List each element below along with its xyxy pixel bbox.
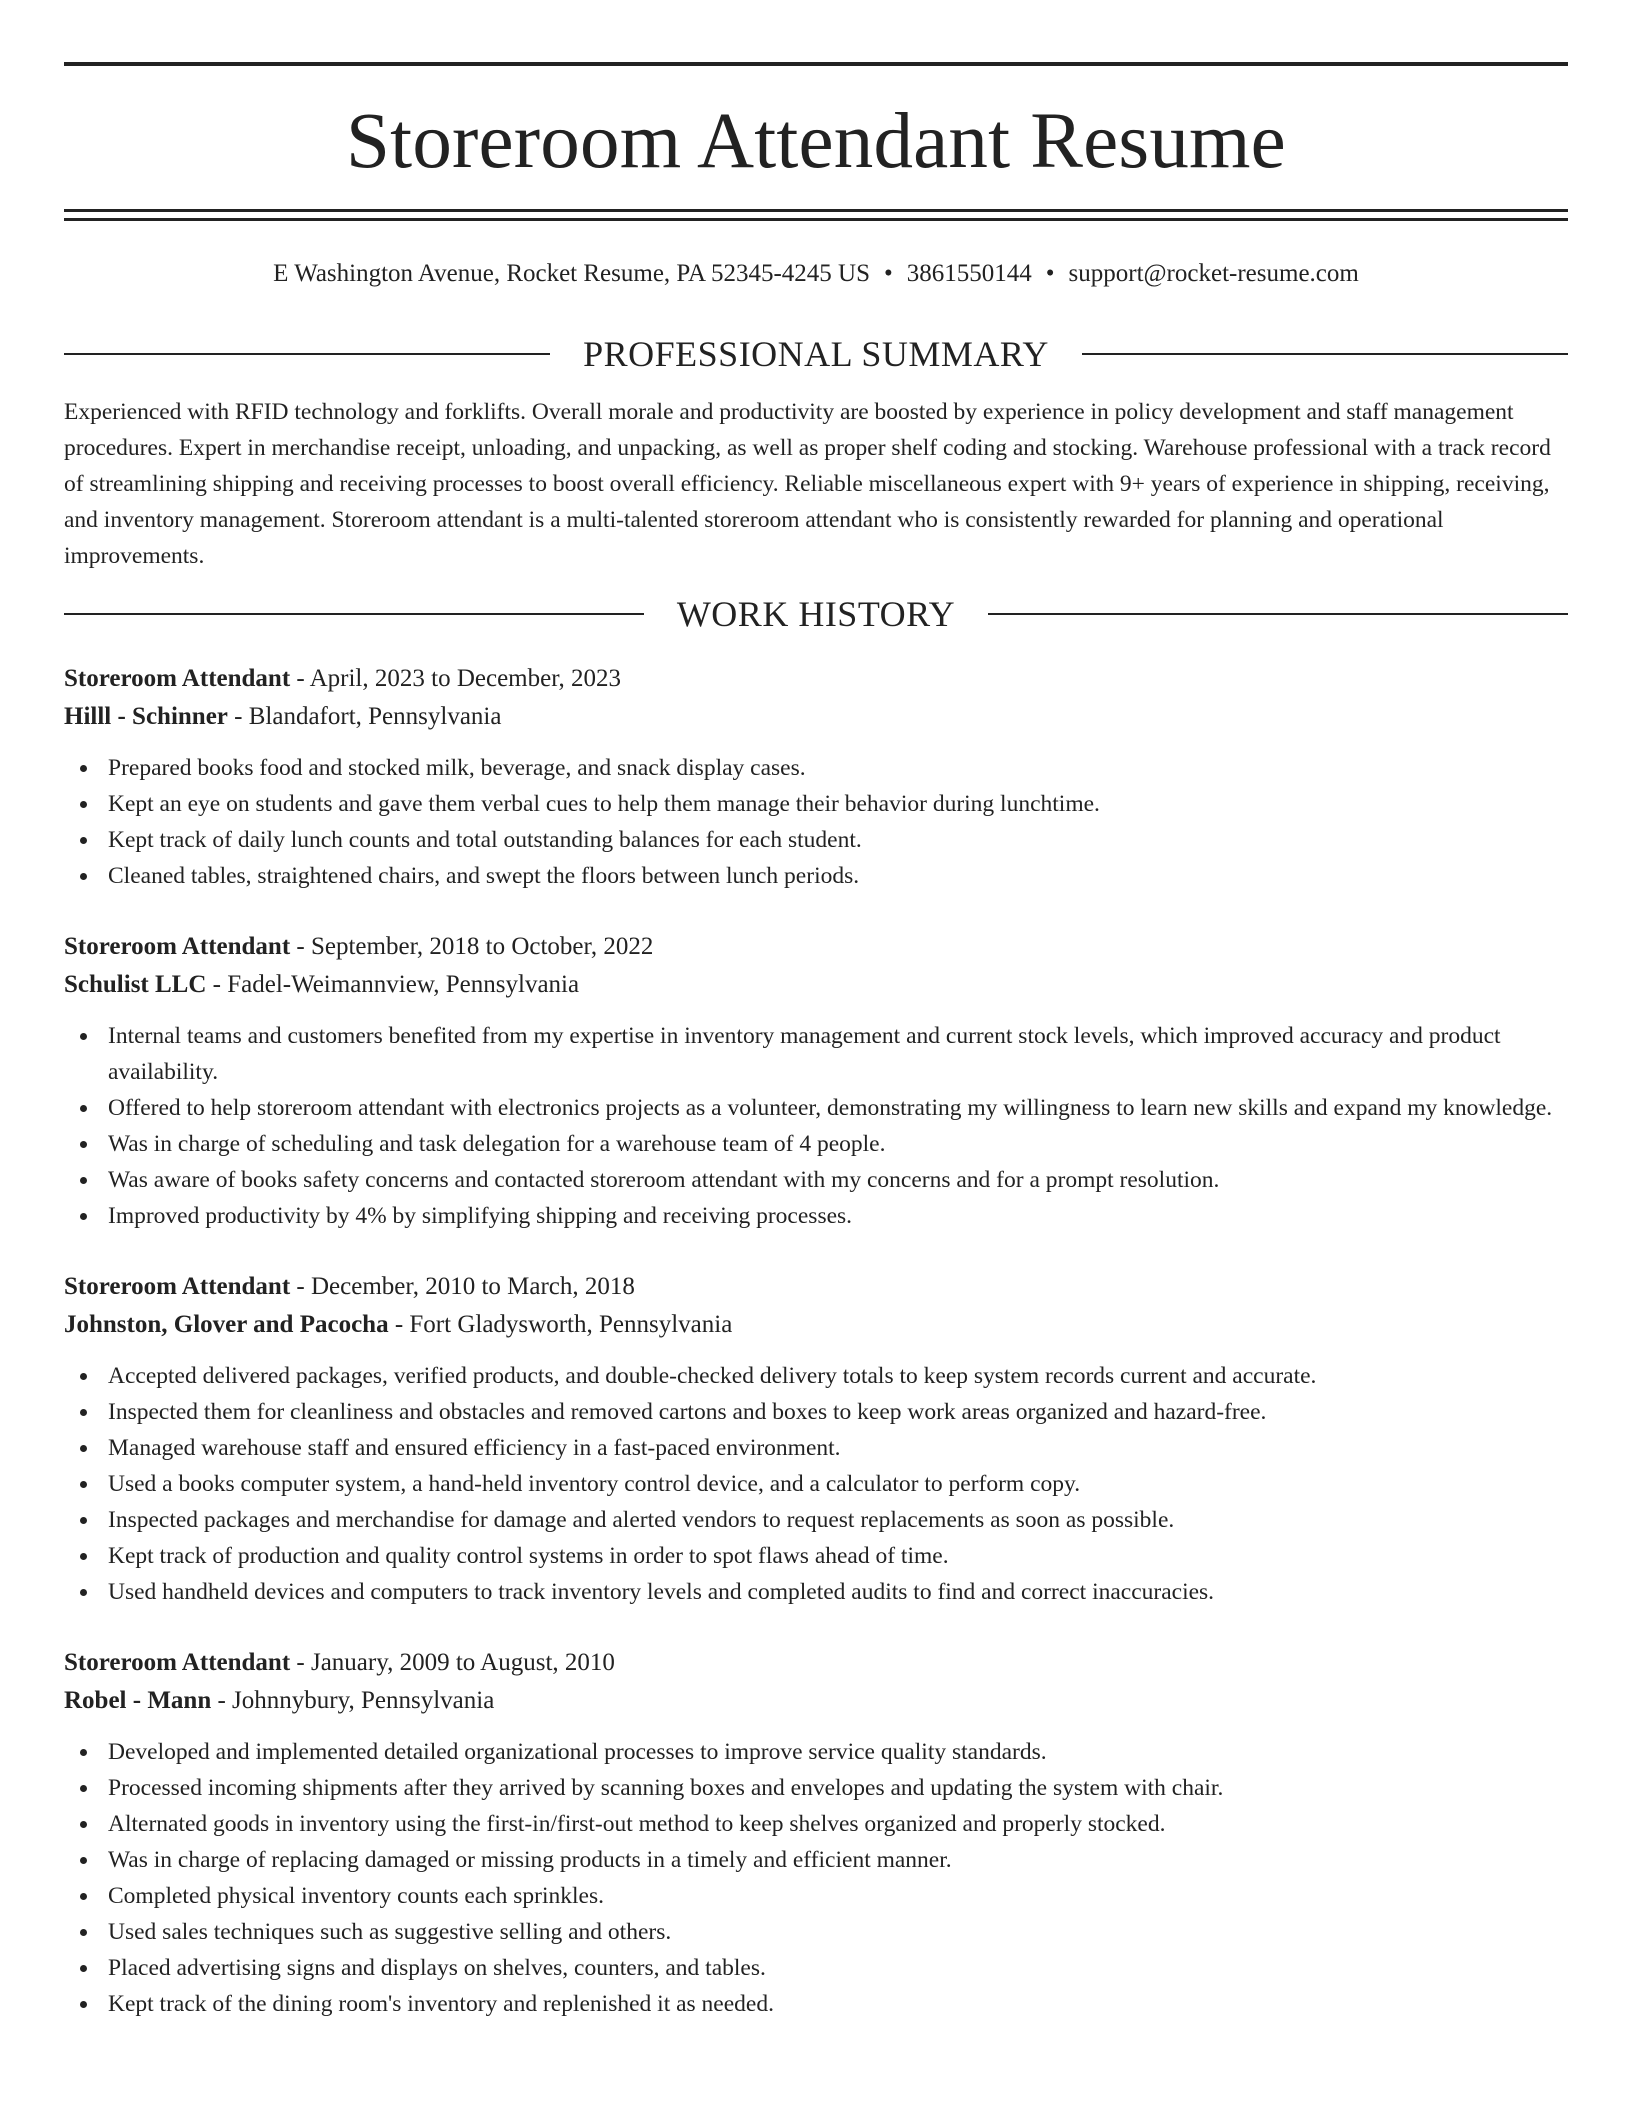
job-bullet: Managed warehouse staff and ensured efficiency in a fast-paced environment. [64,1430,1568,1466]
job-title: Storeroom Attendant [64,1649,291,1676]
job-bullet: Accepted delivered packages, verified products, and double-checked delivery totals to keep system records current and accurate. [64,1358,1568,1394]
job-bullet: Internal teams and customers benefited from my expertise in inventory management and current stock levels, which improved accuracy and product availability. [64,1018,1568,1090]
job-bullet: Kept track of production and quality control systems in order to spot flaws ahead of time. [64,1538,1568,1574]
job-location: - Fadel-Weimannview, Pennsylvania [206,971,580,998]
job-title: Storeroom Attendant [64,933,291,960]
job-location: - Blandafort, Pennsylvania [227,703,502,730]
job-company: Hilll - Schinner [64,703,228,730]
job-bullet: Inspected packages and merchandise for damage and alerted vendors to request replacements as soon as possible. [64,1502,1568,1538]
contact-separator: • [1045,260,1055,287]
contact-line [64,261,1568,286]
job-title: Storeroom Attendant [64,665,291,692]
job-bullet: Cleaned tables, straightened chairs, and swept the floors between lunch periods. [64,858,1568,894]
title-double-rule [64,209,1568,221]
job-dates: - September, 2018 to October, 2022 [290,933,654,960]
job-company: Schulist LLC [64,971,207,998]
job-bullet: Used handheld devices and computers to track inventory levels and completed audits to find and correct inaccuracies. [64,1574,1568,1610]
job-bullet: Kept track of daily lunch counts and total outstanding balances for each student. [64,822,1568,858]
job-title-line [64,660,1568,698]
summary-heading [64,336,1568,372]
job-company: Johnston, Glover and Pacocha [64,1311,389,1338]
job-bullet: Prepared books food and stocked milk, beverage, and snack display cases. [64,750,1568,786]
summary-heading-label: PROFESSIONAL SUMMARY [583,334,1049,374]
job-bullet-list [64,750,1568,894]
job-entry [64,1644,1568,2022]
job-bullet: Alternated goods in inventory using the first-in/first-out method to keep shelves organized and properly stocked. [64,1806,1568,1842]
job-company-line [64,1682,1568,1720]
resume-title: Storeroom Attendant Resume [346,98,1286,185]
job-entry [64,1268,1568,1610]
work-history-heading-label: WORK HISTORY [676,594,956,634]
job-bullet-list [64,1358,1568,1610]
contact-email[interactable]: support@rocket-resume.com [1068,260,1359,287]
contact-phone[interactable]: 3861550144 [906,260,1032,287]
job-title: Storeroom Attendant [64,1273,291,1300]
job-title-line [64,928,1568,966]
job-company-line [64,698,1568,736]
heading-rule-left [64,613,644,615]
job-bullet: Offered to help storeroom attendant with electronics projects as a volunteer, demonstrating my willingness to learn new skills and expand my knowledge. [64,1090,1568,1126]
job-entry [64,660,1568,894]
job-bullet: Developed and implemented detailed organizational processes to improve service quality standards. [64,1734,1568,1770]
job-bullet: Was in charge of scheduling and task delegation for a warehouse team of 4 people. [64,1126,1568,1162]
top-rule [64,62,1568,66]
contact-separator: • [884,260,893,287]
job-bullet: Processed incoming shipments after they arrived by scanning boxes and envelopes and updating the system with chair. [64,1770,1568,1806]
contact-address: E Washington Avenue, Rocket Resume, PA 52345-4245 US [273,260,870,287]
work-history-heading [64,596,1568,632]
job-title-line [64,1644,1568,1682]
job-dates: - December, 2010 to March, 2018 [290,1273,635,1300]
job-location: - Johnnybury, Pennsylvania [211,1687,495,1714]
job-bullet: Kept track of the dining room's inventory and replenished it as needed. [64,1986,1568,2022]
job-dates: - January, 2009 to August, 2010 [290,1649,615,1676]
job-bullet: Was aware of books safety concerns and contacted storeroom attendant with my concerns and for a prompt resolution. [64,1162,1568,1198]
job-bullet: Kept an eye on students and gave them verbal cues to help them manage their behavior during lunchtime. [64,786,1568,822]
summary-text: Experienced with RFID technology and forklifts. Overall morale and productivity are boosted by experience in policy development and staff management procedures. Expert in merchandise receipt, unloading, and unpacking, as well as proper shelf coding and stocking. Warehouse professional with a track record of streamlining shipping and receiving processes to boost overall efficiency. Reliable miscellaneous expert with 9+ years of experience in shipping, receiving, and inventory management. Storeroom attendant is a multi-talented storeroom attendant who is consistently rewarded for planning and operational improvements. [64,399,1551,569]
job-bullet-list [64,1018,1568,1234]
job-title-line [64,1268,1568,1306]
job-bullet: Completed physical inventory counts each sprinkles. [64,1878,1568,1914]
heading-rule-right [1082,353,1568,355]
job-bullet: Was in charge of replacing damaged or missing products in a timely and efficient manner. [64,1842,1568,1878]
heading-rule-right [988,613,1568,615]
job-bullet: Used a books computer system, a hand-held inventory control device, and a calculator to perform copy. [64,1466,1568,1502]
job-location: - Fort Gladysworth, Pennsylvania [388,1311,733,1338]
job-company: Robel - Mann [64,1687,212,1714]
job-bullet: Used sales techniques such as suggestive selling and others. [64,1914,1568,1950]
job-bullet: Placed advertising signs and displays on shelves, counters, and tables. [64,1950,1568,1986]
work-history-list [64,660,1568,2022]
heading-rule-left [64,353,550,355]
job-bullet: Inspected them for cleanliness and obstacles and removed cartons and boxes to keep work areas organized and hazard-free. [64,1394,1568,1430]
job-company-line [64,1306,1568,1344]
job-company-line [64,966,1568,1004]
job-bullet-list [64,1734,1568,2022]
job-entry [64,928,1568,1234]
job-bullet: Improved productivity by 4% by simplifying shipping and receiving processes. [64,1198,1568,1234]
job-dates: - April, 2023 to December, 2023 [290,665,622,692]
